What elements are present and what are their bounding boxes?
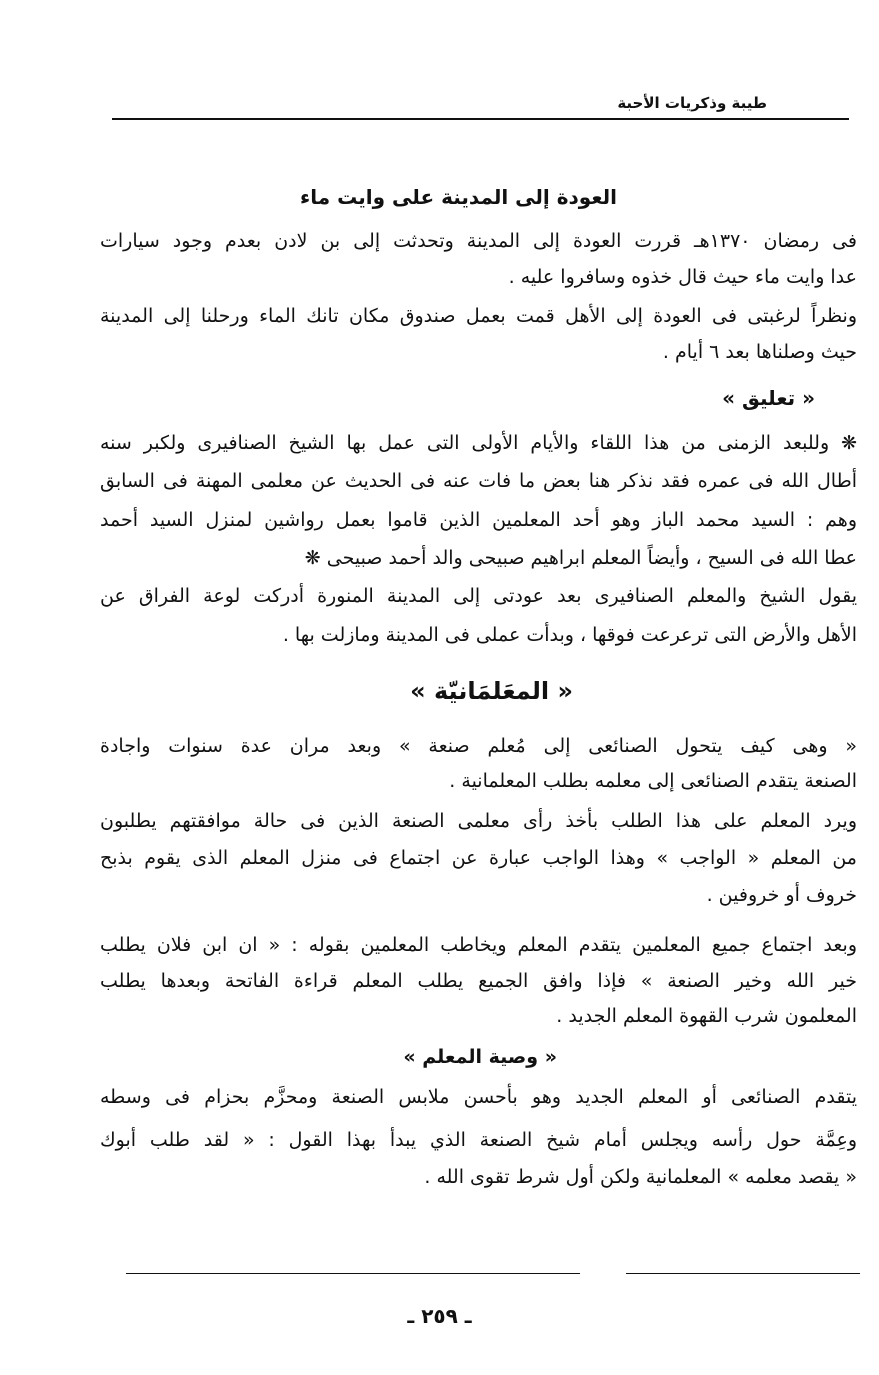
paragraph-line: حيث وصلناها بعد ٦ أيام .: [662, 341, 857, 363]
section-title-advice: « وصية المعلم »: [403, 1046, 557, 1068]
paragraph-line: يقول الشيخ والمعلم الصنافيرى بعد عودتى إلى المدينة المنورة أدركت لوعة الفراق عن: [100, 585, 857, 607]
paragraph-line: فى رمضان ١٣٧٠هـ قررت العودة إلى المدينة وتحدثت إلى بن لادن بعدم وجود سيارات: [100, 230, 857, 252]
paragraph-line: وهم : السيد محمد الباز وهو أحد المعلمين الذين قاموا بعمل رواشين لمنزل السيد أحمد: [100, 509, 857, 531]
section-title-comment: « تعليق »: [722, 386, 815, 410]
paragraph-line: ويرد المعلم على هذا الطلب بأخذ رأى معلمى الصنعة الذين فى حالة موافقتهم يطلبون: [100, 810, 857, 832]
paragraph-line: وعِمَّة حول رأسه ويجلس أمام شيخ الصنعة الذي يبدأ بهذا القول : « لقد طلب أبوك: [100, 1129, 857, 1151]
paragraph-line: « وهى كيف يتحول الصنائعى إلى مُعلم صنعة » وبعد مران عدة سنوات واجادة: [100, 735, 857, 757]
paragraph-line: « يقصد معلمه » المعلمانية ولكن أول شرط تقوى الله .: [424, 1166, 857, 1188]
paragraph-line: من المعلم « الواجب » وهذا الواجب عبارة عن اجتماع فى منزل المعلم الذى يقوم بذبح: [100, 847, 857, 869]
paragraph-line: أطال الله فى عمره فقد نذكر هنا بعض ما فات عنه فى الحديث عن معلمى المهنة فى السابق: [100, 470, 857, 492]
paragraph-line: يتقدم الصنائعى أو المعلم الجديد وهو بأحسن ملابس الصنعة ومحزَّم بحزام فى وسطه: [100, 1086, 857, 1108]
section-title-mastership: « المعَلمَانيّة »: [410, 677, 573, 705]
section-title-return: العودة إلى المدينة على وايت ماء: [300, 185, 617, 209]
paragraph-line: خير الله وخير الصنعة » فإذا وافق الجميع يطلب المعلم قراءة الفاتحة وبعدها يطلب: [100, 970, 857, 992]
footer-rule-left: [126, 1273, 580, 1274]
header-rule: [112, 118, 849, 120]
paragraph-line: ❋ وللبعد الزمنى من هذا اللقاء والأيام الأولى التى عمل بها الشيخ الصنافيرى ولكبر سنه: [100, 432, 857, 454]
paragraph-line: ونظراً لرغبتى فى العودة إلى الأهل قمت بعمل صندوق مكان تانك الماء ورحلنا إلى المدينة: [100, 305, 857, 327]
running-header: طيبة وذكريات الأحبة: [617, 94, 767, 112]
paragraph-line: المعلمون شرب القهوة المعلم الجديد .: [556, 1005, 857, 1027]
footer-rule-right: [626, 1273, 860, 1274]
page-number: ـ ٢٥٩ ـ: [407, 1304, 472, 1328]
paragraph-line: عطا الله فى السيح ، وأيضاً المعلم ابراهيم صبيحى والد أحمد صبيحى ❋: [304, 547, 857, 569]
paragraph-line: عدا وايت ماء حيث قال خذوه وسافروا عليه .: [508, 266, 857, 288]
paragraph-line: الأهل والأرض التى ترعرعت فوقها ، وبدأت عملى فى المدينة ومازلت بها .: [282, 624, 857, 646]
paragraph-line: خروف أو خروفين .: [706, 884, 857, 906]
paragraph-line: وبعد اجتماع جميع المعلمين يتقدم المعلم ويخاطب المعلمين بقوله : « ان ابن فلان يطلب: [100, 934, 857, 956]
paragraph-line: الصنعة يتقدم الصنائعى إلى معلمه بطلب المعلمانية .: [449, 770, 857, 792]
